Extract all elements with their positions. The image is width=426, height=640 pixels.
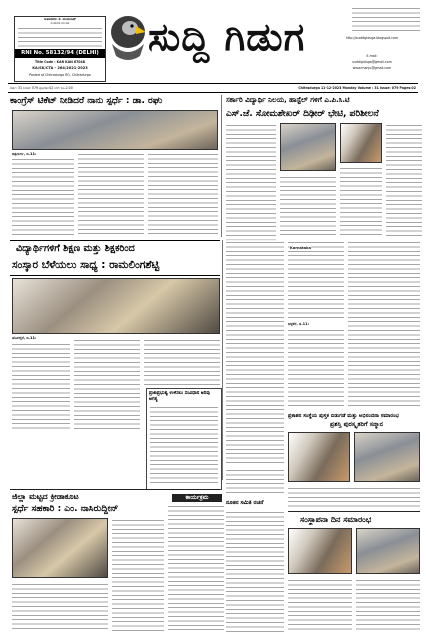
postal-reg: KA/SK/CTA - 264/2021-2023 bbox=[32, 66, 88, 70]
eagle-logo-icon bbox=[106, 10, 150, 64]
photo-hostal-visit-1 bbox=[280, 123, 336, 171]
headline-1: ಕಾಂಗ್ರೆಸ್ ಟಿಕೆಟ್ ನೀಡಿದರೆ ನಾನು ಸ್ಪರ್ಧೆ : ಡಾ. ರಘು bbox=[10, 96, 163, 106]
email-2[interactable]: www.manju@gmail.com bbox=[352, 66, 392, 70]
email-label: E-mail: bbox=[366, 54, 378, 58]
photo-group-award bbox=[12, 278, 220, 334]
boxed-story bbox=[146, 388, 222, 490]
headline-8: ನೂತನ ಸಮಿತಿ ರಚನೆ bbox=[226, 500, 264, 506]
rni-banner: RNI No. 58132/94 (DELHI) bbox=[15, 49, 105, 58]
masthead bbox=[0, 0, 426, 82]
photo-book-release-1 bbox=[288, 432, 350, 482]
masthead-left-box bbox=[14, 16, 106, 82]
program-box bbox=[168, 494, 224, 634]
headline-10: ಕಾರ್ಯಕ್ರಮ bbox=[172, 494, 222, 502]
byline-3: ಚಳ್ಳಕೆರೆ, ಡಿ.11: bbox=[288, 322, 310, 326]
dateline-left: ವರ್ಷ: 31 ಸಂಚಿಕೆ: 079 ಪುಟಗಳು:02 ಬೆಲೆ: ರೂ.2.00 bbox=[10, 86, 73, 90]
byline-2: ಹೊಳಲ್ಕೆರೆ, ಡಿ.11: bbox=[12, 336, 37, 340]
headline-4-banner bbox=[10, 240, 220, 276]
byline-1: ಚಿತ್ರದುರ್ಗ, ಡಿ.11: bbox=[12, 152, 37, 156]
dateline-bar bbox=[8, 83, 418, 93]
photo-book-release-2 bbox=[354, 432, 420, 482]
photo-foundation-day-2 bbox=[356, 528, 420, 574]
headline-5: ಪ್ರಜಾಪ್ರಭುತ್ವ ಉಳಿಸಲು ಸಂವಿಧಾನ ಅರಿವು ಅಗತ್ಯ bbox=[149, 391, 211, 402]
photo-hostal-visit-2 bbox=[340, 123, 382, 163]
masthead-right-box bbox=[322, 6, 422, 78]
photo-meeting bbox=[12, 110, 218, 150]
headline-7a: ಜಿಲ್ಲಾ ಮಟ್ಟದ ಕ್ರೀಡಾಕೂಟ bbox=[12, 492, 79, 501]
photo-sports bbox=[12, 518, 108, 578]
headline-3: ಎಸ್.ಜೆ. ಸೋಮಶೇಖರ್ ದಿಢೀರ್ ಭೇಟಿ, ಪರಿಶೀಲನೆ bbox=[226, 109, 379, 119]
email-1[interactable]: suddigiduga@gmail.com bbox=[352, 60, 392, 64]
title-code: Title Code : KAR KAN 67048 bbox=[35, 60, 85, 64]
headline-4a: ವಿದ್ಯಾರ್ಥಿಗಳಿಗೆ ಶಿಕ್ಷಣ ಮತ್ತು ಶಿಕ್ಷಕರಿಂದ bbox=[16, 243, 135, 254]
headline-4b: ಸಂಸ್ಕಾರ ಬೆಳೆಯಲು ಸಾಧ್ಯ : ರಾಮಲಿಂಗಶೆಟ್ಟಿ bbox=[12, 259, 160, 271]
website[interactable]: http://suddigiduga.blogspot.com bbox=[346, 36, 398, 40]
headline-6b: ಪ್ರಶಸ್ತಿ ಪುರಸ್ಕೃತರಿಗೆ ಸನ್ಮಾನ bbox=[330, 421, 383, 428]
photo-foundation-day-1 bbox=[288, 528, 352, 574]
headline-6: ಪ್ರಕಾಶನ ಸಂಸ್ಥೆಯ ಪುಸ್ತಕ ಬಿಡುಗಡೆ ಮತ್ತು ಅಭಿನಂದನಾ ಸಮಾರಂಭ bbox=[288, 413, 399, 419]
board-line: ಸಂಪಾದಕ ಮಂಡಳಿ bbox=[50, 21, 70, 25]
dateline-right: Chitradurga 11-12-2023 Monday Volume : 31 Issue: 079 Pages:02 bbox=[298, 86, 416, 90]
posted-at: Posted at Chitradurga RO, Chitradurga bbox=[29, 73, 91, 77]
byline-4: Karnataka bbox=[290, 246, 311, 250]
headline-2: ಸರ್ಕಾರಿ ವಿದ್ಯಾರ್ಥಿ ನಿಲಯ, ಹಾಸ್ಟೆಲ್ ಗಳಿಗೆ ಎ.ಪಿ.ಸಿ.ಟಿ bbox=[226, 96, 350, 104]
editor-line: ಸಂಪಾದಕರು: ಕೆ. ಮಂಜುನಾಥ್ bbox=[43, 17, 77, 21]
masthead-title: ಸುದ್ದಿ ಗಿಡುಗ bbox=[148, 14, 306, 59]
headline-9: ಸಂಸ್ಥಾಪನಾ ದಿನ ಸಮಾರಂಭ bbox=[300, 515, 372, 524]
headline-7b: ಸ್ಪರ್ಧೆ ಸಹಕಾರಿ : ಎಂ. ನಾಸಿರುದ್ದೀನ್ bbox=[12, 504, 119, 514]
